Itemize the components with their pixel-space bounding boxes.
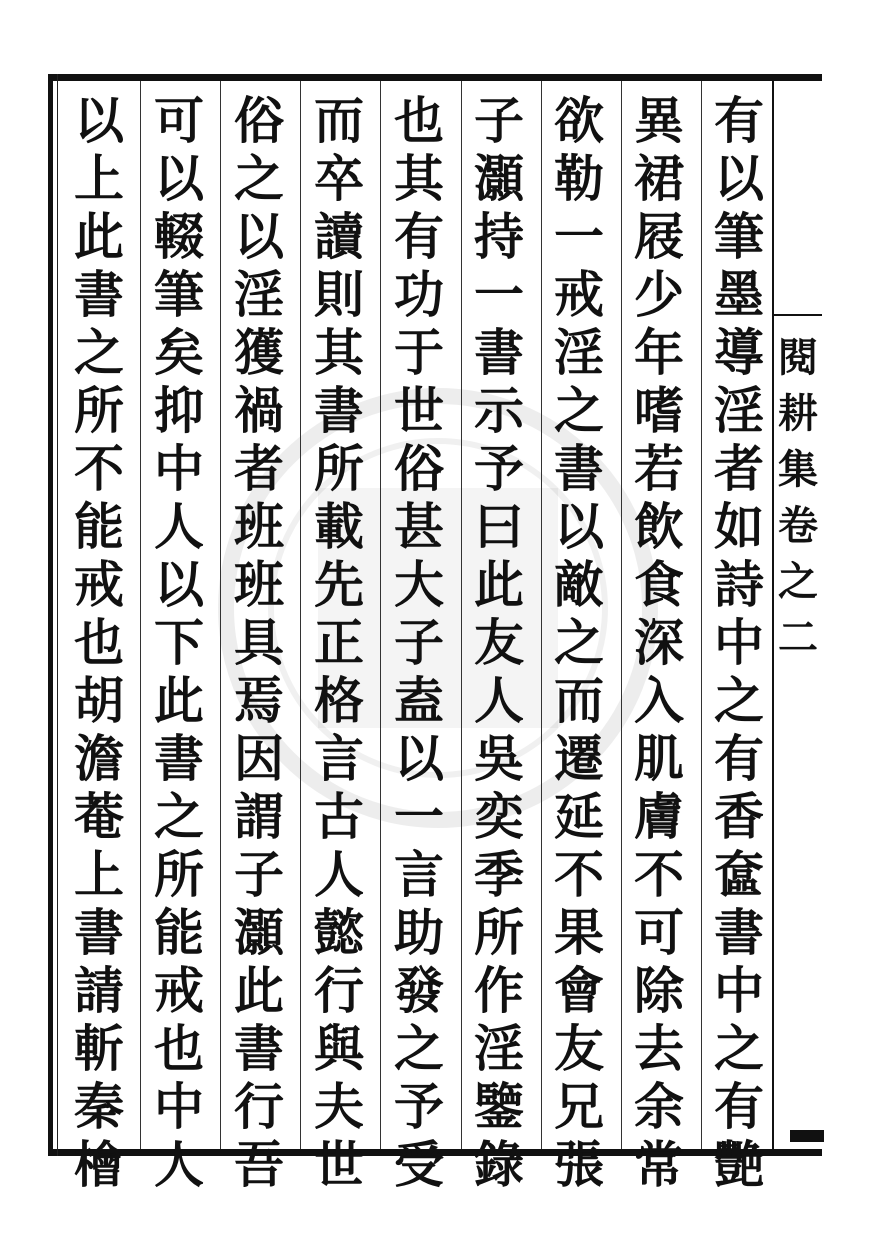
column-char: 澹	[74, 729, 124, 788]
column-char: 嗜	[634, 381, 684, 440]
column-char: 艷	[714, 1135, 764, 1194]
column-char: 飲	[634, 497, 684, 556]
column-char: 其	[394, 149, 444, 208]
column-char: 灝	[474, 149, 524, 208]
column-char: 筆	[714, 207, 764, 266]
column-char: 輟	[154, 207, 204, 266]
column-char: 一	[474, 265, 524, 324]
column-char: 淫	[474, 1019, 524, 1078]
column-char: 不	[634, 845, 684, 904]
column-char: 異	[634, 91, 684, 150]
column-char: 戒	[554, 265, 604, 324]
column-divider	[461, 81, 462, 1149]
column-char: 不	[74, 439, 124, 498]
column-char: 如	[714, 497, 764, 556]
text-column-4	[463, 91, 535, 1194]
column-char: 者	[234, 439, 284, 498]
column-char: 格	[314, 671, 364, 730]
text-column-7	[223, 91, 295, 1194]
column-char: 錄	[474, 1135, 524, 1194]
column-char: 書	[234, 1019, 284, 1078]
column-char: 子	[474, 91, 524, 150]
column-char: 所	[474, 903, 524, 962]
column-char: 此	[154, 671, 204, 730]
column-char: 淫	[234, 265, 284, 324]
column-char: 敵	[554, 555, 604, 614]
column-char: 少	[634, 265, 684, 324]
column-char: 以	[554, 497, 604, 556]
column-char: 書	[154, 729, 204, 788]
column-char: 會	[554, 961, 604, 1020]
column-char: 吳	[474, 729, 524, 788]
column-char: 可	[154, 91, 204, 150]
column-char: 檜	[74, 1135, 124, 1194]
column-char: 以	[714, 149, 764, 208]
column-char: 之	[714, 671, 764, 730]
column-char: 也	[154, 1019, 204, 1078]
column-char: 曰	[474, 497, 524, 556]
column-char: 菴	[74, 787, 124, 846]
column-char: 果	[554, 903, 604, 962]
column-char: 之	[714, 1019, 764, 1078]
column-char: 言	[394, 845, 444, 904]
column-char: 不	[554, 845, 604, 904]
text-column-1	[703, 91, 775, 1194]
column-char: 此	[474, 555, 524, 614]
column-char: 其	[314, 323, 364, 382]
column-char: 子	[234, 845, 284, 904]
column-char: 此	[234, 961, 284, 1020]
column-char: 斬	[74, 1019, 124, 1078]
column-char: 戒	[154, 961, 204, 1020]
column-char: 中	[714, 961, 764, 1020]
column-char: 古	[314, 787, 364, 846]
column-char: 所	[74, 381, 124, 440]
column-char: 此	[74, 207, 124, 266]
column-char: 中	[154, 1077, 204, 1136]
column-char: 灝	[234, 903, 284, 962]
column-char: 中	[714, 613, 764, 672]
column-char: 載	[314, 497, 364, 556]
column-char: 吾	[234, 1135, 284, 1194]
column-char: 余	[634, 1077, 684, 1136]
column-char: 抑	[154, 381, 204, 440]
column-char: 以	[74, 91, 124, 150]
column-char: 奩	[714, 845, 764, 904]
column-char: 甚	[394, 497, 444, 556]
column-char: 香	[714, 787, 764, 846]
column-char: 書	[474, 323, 524, 382]
column-char: 肌	[634, 729, 684, 788]
column-char: 墨	[714, 265, 764, 324]
column-char: 能	[154, 903, 204, 962]
column-char: 膚	[634, 787, 684, 846]
column-char: 下	[154, 613, 204, 672]
column-char: 與	[314, 1019, 364, 1078]
column-char: 鑒	[474, 1077, 524, 1136]
column-char: 先	[314, 555, 364, 614]
column-char: 書	[554, 439, 604, 498]
column-char: 請	[74, 961, 124, 1020]
column-char: 入	[634, 671, 684, 730]
column-char: 書	[74, 903, 124, 962]
column-char: 若	[634, 439, 684, 498]
column-divider	[380, 81, 381, 1149]
column-char: 具	[234, 613, 284, 672]
column-char: 遷	[554, 729, 604, 788]
column-char: 因	[234, 729, 284, 788]
column-char: 欲	[554, 91, 604, 150]
column-char: 兄	[554, 1077, 604, 1136]
column-char: 懿	[314, 903, 364, 962]
column-char: 除	[634, 961, 684, 1020]
column-char: 以	[154, 555, 204, 614]
column-char: 書	[314, 381, 364, 440]
column-char: 秦	[74, 1077, 124, 1136]
column-char: 卒	[314, 149, 364, 208]
column-char: 則	[314, 265, 364, 324]
column-divider	[140, 81, 141, 1149]
column-char: 于	[394, 323, 444, 382]
column-char: 一	[554, 207, 604, 266]
column-char: 也	[74, 613, 124, 672]
column-char: 一	[394, 787, 444, 846]
column-char: 作	[474, 961, 524, 1020]
column-char: 勒	[554, 149, 604, 208]
column-char: 之	[554, 381, 604, 440]
text-column-3	[543, 91, 615, 1194]
column-char: 所	[154, 845, 204, 904]
column-char: 所	[314, 439, 364, 498]
column-char: 去	[634, 1019, 684, 1078]
column-char: 延	[554, 787, 604, 846]
column-char: 班	[234, 555, 284, 614]
column-char: 食	[634, 555, 684, 614]
column-char: 戒	[74, 555, 124, 614]
column-char: 子	[394, 613, 444, 672]
column-char: 可	[634, 903, 684, 962]
column-char: 人	[314, 845, 364, 904]
left-border-outer	[48, 74, 53, 1156]
left-border-inner	[57, 74, 58, 1156]
column-char: 而	[314, 91, 364, 150]
column-char: 友	[474, 613, 524, 672]
column-char: 導	[714, 323, 764, 382]
column-char: 以	[154, 149, 204, 208]
text-column-8	[143, 91, 215, 1194]
column-char: 讀	[314, 207, 364, 266]
column-char: 謂	[234, 787, 284, 846]
column-char: 友	[554, 1019, 604, 1078]
margin-title-char: 集	[778, 446, 818, 493]
column-char: 張	[554, 1135, 604, 1194]
column-char: 裙	[634, 149, 684, 208]
column-char: 人	[154, 1135, 204, 1194]
column-char: 者	[714, 439, 764, 498]
column-char: 功	[394, 265, 444, 324]
column-char: 書	[74, 265, 124, 324]
column-divider	[300, 81, 301, 1149]
column-char: 深	[634, 613, 684, 672]
column-char: 示	[474, 381, 524, 440]
column-char: 有	[394, 207, 444, 266]
column-char: 言	[314, 729, 364, 788]
column-char: 之	[74, 323, 124, 382]
column-char: 盍	[394, 671, 444, 730]
text-column-5	[383, 91, 455, 1194]
column-divider	[701, 81, 702, 1149]
column-char: 奕	[474, 787, 524, 846]
column-char: 年	[634, 323, 684, 382]
column-char: 助	[394, 903, 444, 962]
margin-title-char: 卷	[778, 502, 818, 549]
column-divider	[621, 81, 622, 1149]
column-char: 上	[74, 845, 124, 904]
column-char: 屐	[634, 207, 684, 266]
column-divider	[541, 81, 542, 1149]
column-char: 受	[394, 1135, 444, 1194]
column-char: 有	[714, 91, 764, 150]
column-char: 世	[394, 381, 444, 440]
column-char: 中	[154, 439, 204, 498]
column-char: 正	[314, 613, 364, 672]
column-char: 也	[394, 91, 444, 150]
column-char: 之	[234, 149, 284, 208]
column-char: 淫	[714, 381, 764, 440]
column-char: 行	[314, 961, 364, 1020]
column-char: 持	[474, 207, 524, 266]
column-char: 以	[394, 729, 444, 788]
column-char: 大	[394, 555, 444, 614]
text-column-9	[63, 91, 135, 1194]
column-char: 予	[394, 1077, 444, 1136]
column-char: 人	[154, 497, 204, 556]
column-char: 世	[314, 1135, 364, 1194]
column-char: 予	[474, 439, 524, 498]
column-char: 俗	[394, 439, 444, 498]
column-char: 常	[634, 1135, 684, 1194]
column-char: 俗	[234, 91, 284, 150]
column-char: 之	[554, 613, 604, 672]
column-char: 而	[554, 671, 604, 730]
margin-title	[774, 330, 822, 666]
margin-title-char: 耕	[778, 390, 818, 437]
column-char: 之	[154, 787, 204, 846]
column-char: 有	[714, 729, 764, 788]
column-char: 夫	[314, 1077, 364, 1136]
margin-title-char: 二	[778, 614, 818, 661]
column-char: 發	[394, 961, 444, 1020]
column-char: 詩	[714, 555, 764, 614]
margin-fishtail-rule	[774, 314, 822, 316]
column-char: 書	[714, 903, 764, 962]
column-char: 之	[394, 1019, 444, 1078]
column-char: 焉	[234, 671, 284, 730]
text-column-6	[303, 91, 375, 1194]
margin-title-char: 之	[778, 558, 818, 605]
margin-title-char: 閱	[778, 334, 818, 381]
column-char: 以	[234, 207, 284, 266]
bottom-margin-mark	[790, 1130, 824, 1142]
column-char: 班	[234, 497, 284, 556]
text-column-2	[623, 91, 695, 1194]
column-char: 行	[234, 1077, 284, 1136]
column-char: 筆	[154, 265, 204, 324]
column-divider	[220, 81, 221, 1149]
column-char: 季	[474, 845, 524, 904]
column-char: 胡	[74, 671, 124, 730]
column-char: 矣	[154, 323, 204, 382]
column-char: 上	[74, 149, 124, 208]
column-char: 獲	[234, 323, 284, 382]
top-border	[48, 74, 822, 81]
column-char: 有	[714, 1077, 764, 1136]
column-char: 人	[474, 671, 524, 730]
column-char: 淫	[554, 323, 604, 382]
column-char: 禍	[234, 381, 284, 440]
column-char: 能	[74, 497, 124, 556]
